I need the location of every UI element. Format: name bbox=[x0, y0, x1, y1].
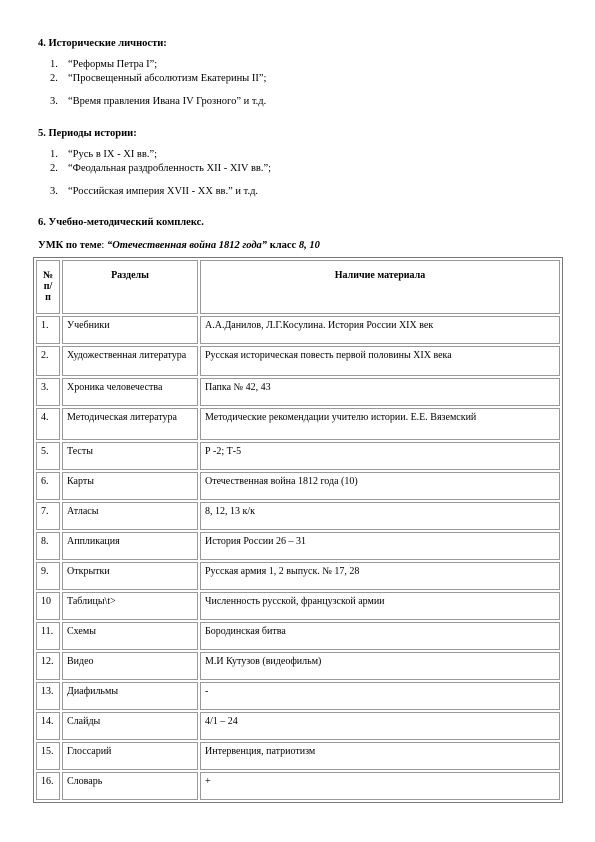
row-material: + bbox=[200, 772, 560, 800]
row-material: 4/1 – 24 bbox=[200, 712, 560, 740]
header-sections: Разделы bbox=[62, 260, 198, 314]
row-number: 15. bbox=[36, 742, 60, 770]
row-material: Русская историческая повесть первой половины XIX века bbox=[200, 346, 560, 376]
umk-topic: “Отечественная война 1812 года” bbox=[106, 240, 268, 251]
header-number: № п/п bbox=[36, 260, 60, 314]
row-material: История России 26 – 31 bbox=[200, 532, 560, 560]
table-header-row bbox=[36, 260, 560, 314]
row-section: Видео bbox=[62, 652, 198, 680]
row-section: Открытки bbox=[62, 562, 198, 590]
row-section: Атласы bbox=[62, 502, 198, 530]
list-item: 3. “Российская империя XVII - XX вв.” и т.д. bbox=[50, 186, 259, 197]
table-row bbox=[36, 472, 560, 500]
list-item: 1. “Русь в IX - XI вв.”; bbox=[50, 149, 158, 160]
row-section: Слайды bbox=[62, 712, 198, 740]
umk-colon: : bbox=[101, 240, 107, 251]
row-section: Таблицы\t> bbox=[62, 592, 198, 620]
row-section: Художественная литература bbox=[62, 346, 198, 376]
row-material: Отечественная война 1812 года (10) bbox=[200, 472, 560, 500]
table-row bbox=[36, 592, 560, 620]
row-number: 3. bbox=[36, 378, 60, 406]
umk-prefix: УМК по теме bbox=[38, 240, 102, 251]
table-row bbox=[36, 378, 560, 406]
table-row bbox=[36, 346, 560, 376]
table-row bbox=[36, 408, 560, 440]
row-number: 10 bbox=[36, 592, 60, 620]
row-number: 11. bbox=[36, 622, 60, 650]
table-row bbox=[36, 742, 560, 770]
row-material: Р -2; Т-5 bbox=[200, 442, 560, 470]
row-section: Карты bbox=[62, 472, 198, 500]
umk-class-value: 8, 10 bbox=[298, 240, 320, 251]
table-row bbox=[36, 442, 560, 470]
row-section: Словарь bbox=[62, 772, 198, 800]
table-row bbox=[36, 622, 560, 650]
row-section: Учебники bbox=[62, 316, 198, 344]
row-section: Тесты bbox=[62, 442, 198, 470]
row-material: М.И Кутузов (видеофильм) bbox=[200, 652, 560, 680]
section-5-heading: 5. Периоды истории: bbox=[38, 128, 137, 139]
section-6-heading: 6. Учебно-методический комплекс. bbox=[38, 217, 204, 228]
row-material: А.А.Данилов, Л.Г.Косулина. История России XIX век bbox=[200, 316, 560, 344]
table-row bbox=[36, 532, 560, 560]
row-material: 8, 12, 13 к/к bbox=[200, 502, 560, 530]
table-row bbox=[36, 652, 560, 680]
row-number: 14. bbox=[36, 712, 60, 740]
row-material: Русская армия 1, 2 выпуск. № 17, 28 bbox=[200, 562, 560, 590]
table-row bbox=[36, 316, 560, 344]
table-row bbox=[36, 502, 560, 530]
umk-class-label: класс bbox=[267, 240, 299, 251]
row-section: Методическая литература bbox=[62, 408, 198, 440]
table-row bbox=[36, 712, 560, 740]
row-number: 2. bbox=[36, 346, 60, 376]
list-item: 3. “Время правления Ивана IV Грозного” и т.д. bbox=[50, 96, 267, 107]
row-number: 7. bbox=[36, 502, 60, 530]
row-number: 13. bbox=[36, 682, 60, 710]
row-section: Аппликация bbox=[62, 532, 198, 560]
row-material: Численность русской, французской армии bbox=[200, 592, 560, 620]
table-row bbox=[36, 562, 560, 590]
row-section: Диафильмы bbox=[62, 682, 198, 710]
list-item: 2. “Феодальная раздробленность XII - XIV вв.”; bbox=[50, 163, 272, 174]
row-section: Хроника человечества bbox=[62, 378, 198, 406]
row-number: 1. bbox=[36, 316, 60, 344]
header-materials: Наличие материала bbox=[200, 260, 560, 314]
section-4-list bbox=[50, 58, 266, 109]
row-number: 4. bbox=[36, 408, 60, 440]
row-material: Бородинская битва bbox=[200, 622, 560, 650]
row-number: 12. bbox=[36, 652, 60, 680]
section-4-heading: 4. Исторические личности: bbox=[38, 38, 167, 49]
row-material: - bbox=[200, 682, 560, 710]
row-material: Интервенция, патриотизм bbox=[200, 742, 560, 770]
row-number: 9. bbox=[36, 562, 60, 590]
umk-topic-line bbox=[38, 240, 320, 251]
row-section: Схемы bbox=[62, 622, 198, 650]
umk-table bbox=[33, 257, 563, 803]
table-row bbox=[36, 682, 560, 710]
list-item: 2. “Просвещенный абсолютизм Екатерины II”; bbox=[50, 73, 267, 84]
row-material: Методические рекомендации учителю истории. Е.Е. Вяземский bbox=[200, 408, 560, 440]
row-number: 8. bbox=[36, 532, 60, 560]
table-row bbox=[36, 772, 560, 800]
row-number: 16. bbox=[36, 772, 60, 800]
row-number: 6. bbox=[36, 472, 60, 500]
table-body bbox=[36, 316, 560, 800]
section-5-list bbox=[50, 148, 271, 199]
row-material: Папка № 42, 43 bbox=[200, 378, 560, 406]
row-number: 5. bbox=[36, 442, 60, 470]
row-section: Глоссарий bbox=[62, 742, 198, 770]
list-item: 1. “Реформы Петра I”; bbox=[50, 59, 158, 70]
